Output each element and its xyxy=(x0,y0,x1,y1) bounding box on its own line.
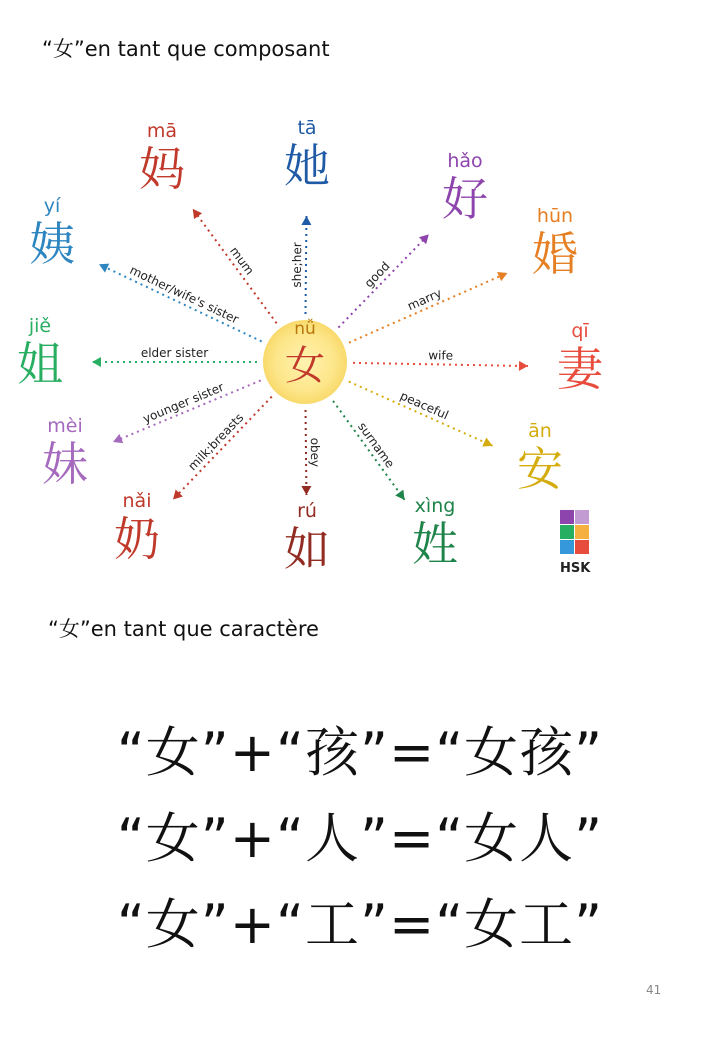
spoke-pinyin: jiě xyxy=(28,315,52,337)
spoke-pinyin: mā xyxy=(146,120,178,142)
equation-1: “女”+“孩”=“女孩” xyxy=(116,721,604,784)
equation-2: “女”+“人”=“女人” xyxy=(116,807,604,870)
spoke-pinyin: qī xyxy=(571,320,589,342)
spoke-line xyxy=(353,363,528,366)
spoke-line xyxy=(305,216,306,314)
spoke-arrowhead xyxy=(173,490,183,500)
spoke-character: 她 xyxy=(284,139,330,193)
spoke-label: milk;breasts xyxy=(185,410,247,474)
spoke-pinyin: hǎo xyxy=(447,150,483,172)
spoke-pinyin: ān xyxy=(528,420,552,442)
spoke-arrowhead xyxy=(419,234,429,244)
spoke-label: elder sister xyxy=(140,346,209,360)
spoke-label: mum xyxy=(227,244,257,278)
heading-character: “女”en tant que caractère xyxy=(48,617,319,641)
spoke-line xyxy=(333,401,404,500)
spoke-character: 姨 xyxy=(29,217,75,271)
spoke-arrowhead xyxy=(482,438,492,447)
spoke-pinyin: tā xyxy=(297,117,317,139)
hsk-logo xyxy=(560,510,591,576)
heading-compound: “女”en tant que composant xyxy=(42,37,330,61)
spoke-label: she;her xyxy=(289,242,305,288)
spoke-pinyin: mèi xyxy=(47,415,83,437)
radical-diagram xyxy=(0,112,620,578)
spoke-character: 婚 xyxy=(532,227,578,281)
spoke-arrowhead xyxy=(301,486,311,495)
spoke-character: 妈 xyxy=(139,142,185,196)
spoke-pinyin: nǎi xyxy=(122,490,152,512)
spoke-label: good xyxy=(361,259,393,291)
spoke-line xyxy=(306,410,307,495)
equation-3: “女”+“工”=“女工” xyxy=(116,893,604,956)
spoke-arrowhead xyxy=(193,209,202,219)
spoke-character: 妻 xyxy=(557,342,603,396)
spoke-character: 奶 xyxy=(114,512,160,566)
spoke-arrowhead xyxy=(92,357,101,367)
spoke-label: younger sister xyxy=(140,379,226,426)
spoke-line xyxy=(113,380,261,442)
spoke-character: 如 xyxy=(284,522,330,576)
spoke-label: surname xyxy=(355,419,398,471)
center-character: 女 xyxy=(285,343,325,389)
spoke-label: peaceful xyxy=(397,388,451,423)
spoke-label: mother/wife's sister xyxy=(127,262,241,327)
spoke-label: marry xyxy=(405,285,444,314)
spoke-character: 妹 xyxy=(42,437,88,491)
spoke-line xyxy=(99,264,262,341)
spoke-arrowhead xyxy=(301,216,311,225)
spoke-pinyin: yí xyxy=(43,195,61,217)
hsk-logo-text: HSK xyxy=(560,561,591,576)
spoke-arrowhead xyxy=(395,490,404,500)
spoke-character: 安 xyxy=(517,442,563,496)
spoke-character: 姐 xyxy=(17,337,63,391)
spoke-label: wife xyxy=(428,348,454,363)
spoke-pinyin: hūn xyxy=(536,205,574,227)
spoke-label: obey xyxy=(307,437,323,468)
spoke-arrowhead xyxy=(99,264,109,273)
spoke-arrowhead xyxy=(519,361,528,371)
page-number: 41 xyxy=(646,983,662,997)
spoke-character: 好 xyxy=(442,172,488,226)
center-pinyin: nǚ xyxy=(294,319,316,339)
spoke-pinyin: rú xyxy=(297,500,317,522)
spoke-line xyxy=(173,397,272,500)
spoke-character: 姓 xyxy=(412,517,458,571)
spoke-pinyin: xìng xyxy=(414,495,456,517)
